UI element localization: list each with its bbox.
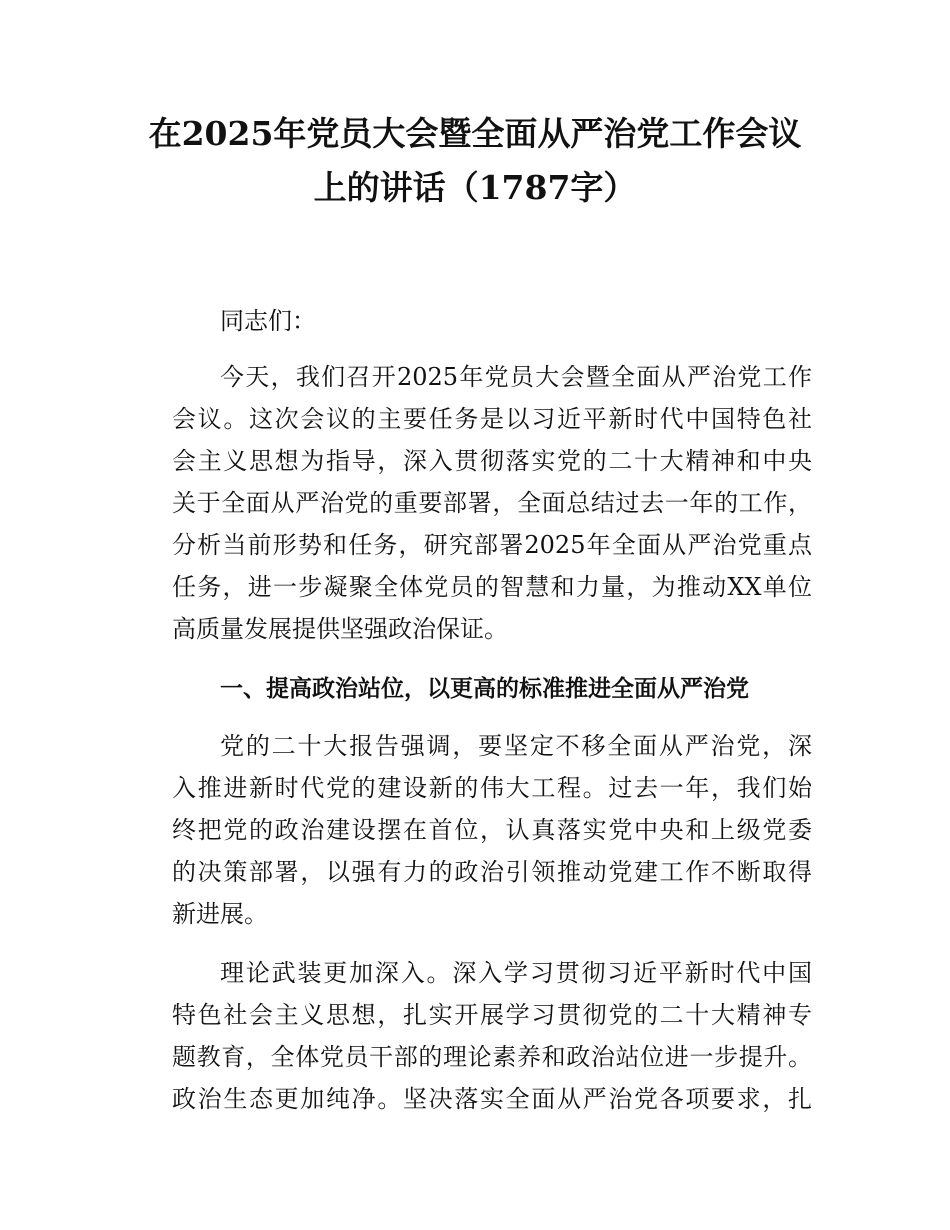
paragraph-2-line: 终把党的政治建设摆在首位，认真落实党中央和上级党委 bbox=[172, 816, 812, 844]
paragraph-2-line: 入推进新时代党的建设新的伟大工程。过去一年，我们始 bbox=[172, 774, 812, 802]
paragraph-1-line: 会议。这次会议的主要任务是以习近平新时代中国特色社 bbox=[172, 405, 812, 433]
paragraph-3-line: 题教育，全体党员干部的理论素养和政治站位进一步提升。 bbox=[172, 1043, 812, 1071]
paragraph-1-line: 关于全面从严治党的重要部署，全面总结过去一年的工作， bbox=[172, 489, 812, 517]
paragraph-1-line: 会主义思想为指导，深入贯彻落实党的二十大精神和中央 bbox=[172, 447, 812, 475]
paragraph-1-line: 任务，进一步凝聚全体党员的智慧和力量，为推动XX单位 bbox=[172, 573, 812, 601]
section-heading-1: 一、提高政治站位，以更高的标准推进全面从严治党 bbox=[220, 676, 749, 702]
paragraph-3 bbox=[172, 952, 812, 1120]
paragraph-3-line: 特色社会主义思想，扎实开展学习贯彻党的二十大精神专 bbox=[172, 1001, 812, 1029]
document-title-line-2: 上的讲话（1787字） bbox=[313, 168, 637, 207]
paragraph-1-line: 今天，我们召开2025年党员大会暨全面从严治党工作 bbox=[220, 363, 812, 391]
paragraph-3-line: 政治生态更加纯净。坚决落实全面从严治党各项要求，扎 bbox=[172, 1085, 812, 1113]
paragraph-1-line: 高质量发展提供坚强政治保证。 bbox=[172, 615, 508, 643]
paragraph-2-line: 的决策部署，以强有力的政治引领推动党建工作不断取得 bbox=[172, 858, 812, 886]
paragraph-2-line: 党的二十大报告强调，要坚定不移全面从严治党，深 bbox=[220, 732, 812, 760]
paragraph-1 bbox=[172, 356, 812, 650]
paragraph-3-line: 理论武装更加深入。深入学习贯彻习近平新时代中国 bbox=[220, 959, 812, 987]
paragraph-2 bbox=[172, 725, 812, 935]
paragraph-1-line: 分析当前形势和任务，研究部署2025年全面从严治党重点 bbox=[172, 531, 812, 559]
greeting-text: 同志们： bbox=[220, 307, 316, 335]
document-title-line-1: 在2025年党员大会暨全面从严治党工作会议 bbox=[148, 114, 802, 153]
greeting bbox=[172, 300, 812, 342]
paragraph-2-line: 新进展。 bbox=[172, 900, 268, 928]
